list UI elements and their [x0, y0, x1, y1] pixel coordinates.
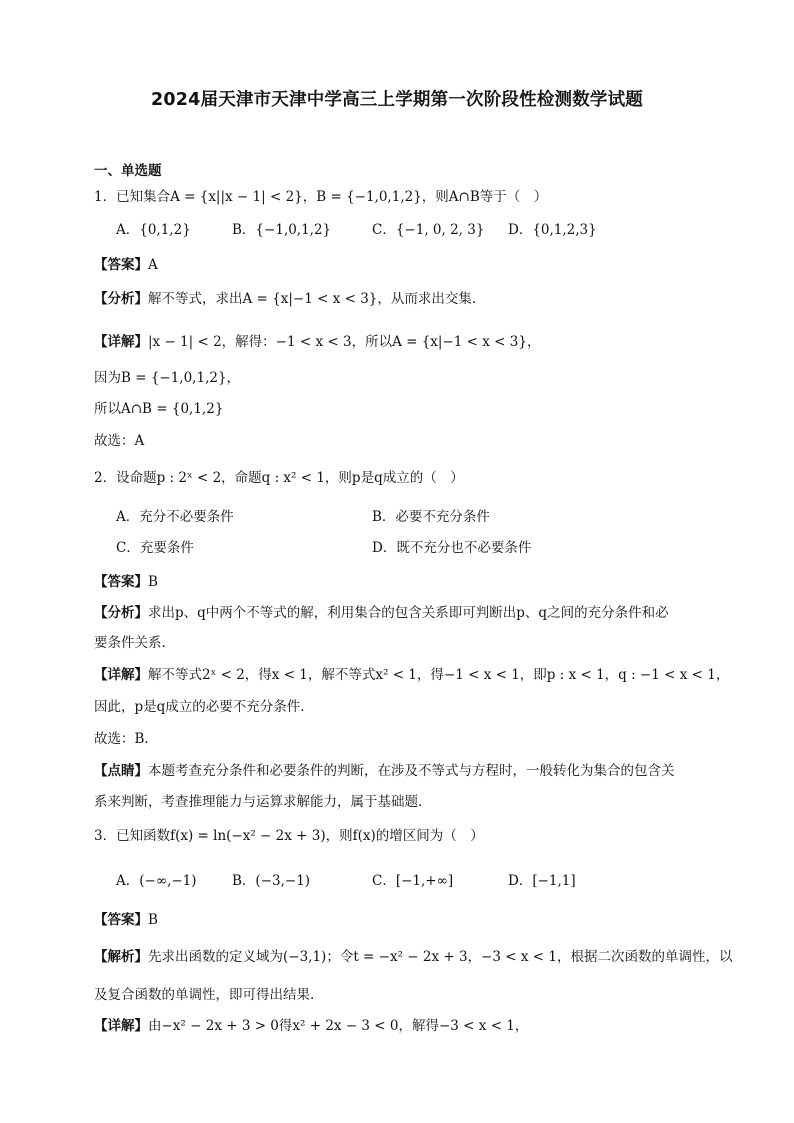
- analysis-tag: 【分析】: [94, 605, 148, 621]
- q2-analysis-line-2: 要条件关系.: [94, 635, 166, 651]
- q2-option-d: D．既不充分也不必要条件: [372, 540, 532, 556]
- answer-tag: 【答案】: [94, 257, 148, 273]
- question-1-stem: 1．已知集合A = {x||x − 1| < 2}，B = {−1,0,1,2}，则A∩B等于（ ）: [94, 189, 548, 205]
- q3-answer: [94, 911, 158, 929]
- comment-text: 本题考查充分条件和必要条件的判断，在涉及不等式与方程时，一般转化为集合的包含关: [148, 763, 675, 779]
- q1-option-c: C．{−1, 0, 2, 3}: [372, 222, 485, 238]
- q2-choose: 故选：B.: [94, 731, 149, 747]
- q3-option-d: D．[−1,1]: [508, 873, 576, 889]
- q2-answer: [94, 573, 158, 591]
- q2-option-b: B．必要不充分条件: [372, 509, 490, 525]
- analysis-text: 先求出函数的定义域为(−3,1)；令t = −x² − 2x + 3，−3 < x < 1，根据二次函数的单调性，以: [148, 949, 733, 965]
- answer-value: A: [148, 257, 158, 273]
- q2-option-c: C．充要条件: [116, 540, 194, 556]
- detail-tag: 【详解】: [94, 1018, 148, 1034]
- q2-analysis-line-1: [94, 604, 669, 622]
- detail-tag: 【详解】: [94, 334, 148, 350]
- q1-detail-line-2: 因为B = {−1,0,1,2}，: [94, 370, 241, 386]
- q2-detail-line-2: 因此，p是q成立的必要不充分条件.: [94, 699, 305, 715]
- page-title: 2024届天津市天津中学高三上学期第一次阶段性检测数学试题: [150, 90, 643, 110]
- question-3-stem: 3．已知函数f(x) = ln(−x² − 2x + 3)，则f(x)的增区间为（ ）: [94, 828, 484, 844]
- analysis-tag: 【解析】: [94, 949, 148, 965]
- section-heading: 一、单选题: [94, 163, 162, 179]
- q1-option-d: D．{0,1,2,3}: [508, 222, 597, 238]
- q3-analysis-line-1: [94, 948, 732, 966]
- answer-value: B: [148, 912, 158, 928]
- q2-comment-line-2: 系来判断，考查推理能力与运算求解能力，属于基础题.: [94, 794, 423, 810]
- q3-analysis-line-2: 及复合函数的单调性，即可得出结果.: [94, 987, 315, 1003]
- q1-analysis: [94, 290, 476, 308]
- q2-option-a: A．充分不必要条件: [116, 509, 234, 525]
- question-2-stem: 2．设命题p : 2ˣ < 2，命题q : x² < 1，则p是q成立的（ ）: [94, 470, 464, 486]
- analysis-tag: 【分析】: [94, 291, 148, 307]
- analysis-text: 求出p、q中两个不等式的解，利用集合的包含关系即可判断出p、q之间的充分条件和必: [148, 605, 669, 621]
- q1-answer: [94, 256, 158, 274]
- detail-text: 解不等式2ˣ < 2，得x < 1，解不等式x² < 1，得−1 < x < 1，即p : x < 1，q : −1 < x < 1，: [148, 667, 730, 683]
- q2-comment-line-1: [94, 762, 675, 780]
- q1-detail-line-3: 所以A∩B = {0,1,2}: [94, 401, 224, 417]
- q1-choose: 故选：A: [94, 433, 145, 449]
- detail-text: |x − 1| < 2，解得：−1 < x < 3，所以A = {x|−1 < x < 3}，: [148, 334, 541, 350]
- q2-detail-line-1: [94, 666, 729, 684]
- q3-option-c: C．[−1,+∞]: [372, 873, 454, 889]
- q1-detail-line-1: [94, 333, 540, 351]
- detail-text: 由−x² − 2x + 3 > 0得x² + 2x − 3 < 0，解得−3 < x < 1，: [148, 1018, 529, 1034]
- q3-option-a: A．(−∞,−1): [116, 873, 197, 889]
- analysis-text: 解不等式，求出A = {x|−1 < x < 3}，从而求出交集.: [148, 291, 477, 307]
- answer-value: B: [148, 574, 158, 590]
- answer-tag: 【答案】: [94, 574, 148, 590]
- q3-option-b: B．(−3,−1): [232, 873, 311, 889]
- detail-tag: 【详解】: [94, 667, 148, 683]
- answer-tag: 【答案】: [94, 912, 148, 928]
- q1-option-a: A．{0,1,2}: [116, 222, 191, 238]
- comment-tag: 【点睛】: [94, 763, 148, 779]
- q3-detail-line-1: [94, 1017, 528, 1035]
- q1-option-b: B．{−1,0,1,2}: [232, 222, 332, 238]
